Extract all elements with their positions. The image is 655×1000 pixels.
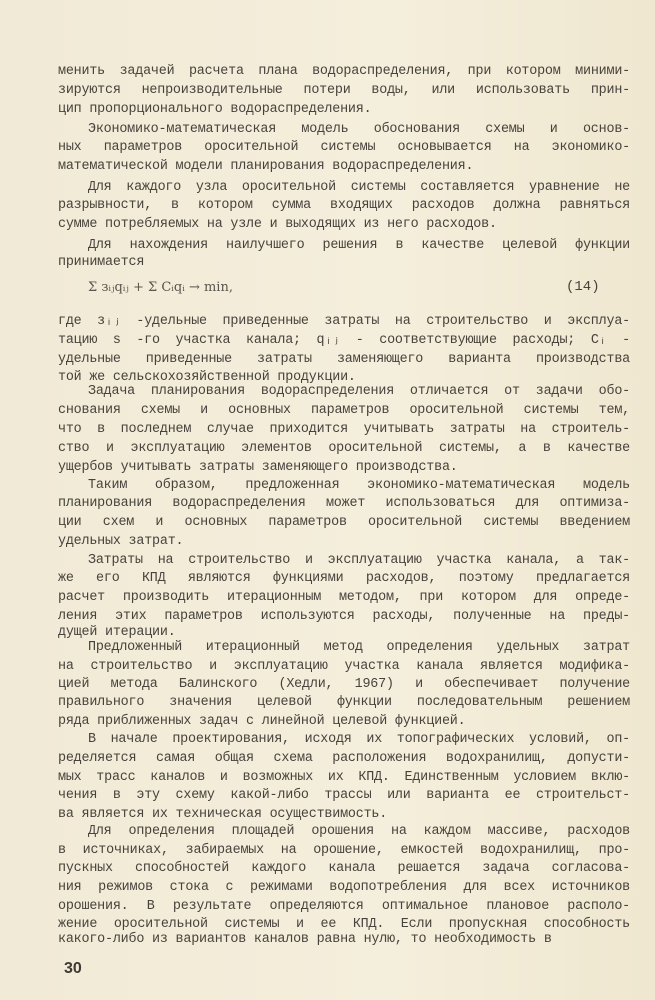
text-line: дущей итерации. — [58, 625, 176, 640]
text-line: ряда приближенных задач с линейной целевой функцией. — [58, 714, 466, 729]
text-line: ва является их техническая осуществимость. — [58, 807, 388, 822]
text-line: ство и эксплуатацию элементов оросительной системы, а в качестве — [58, 441, 630, 456]
text-line: снования схемы и основных параметров оросительной системы тем, — [58, 403, 630, 418]
text-line: менить задачей расчета плана водораспределения, при котором миними- — [58, 64, 630, 79]
text-line: ния режимов стока с режимами водопотребления для всех источников — [58, 880, 630, 895]
text-line: же его КПД являются функциями расходов, поэтому предлагается — [58, 571, 630, 586]
text-line: что в последнем случае приходится учитывать затраты на строитель- — [58, 422, 630, 437]
text-line: ных параметров оросительной системы основывается на экономико- — [58, 140, 630, 155]
text-line: цип пропорционального водораспределения. — [58, 102, 372, 117]
text-line: ции схем и основных параметров оросительной системы введением — [58, 515, 630, 530]
text-line: разрывности, в котором сумма входящих расходов должна равняться — [58, 198, 630, 213]
text-line: ределяется самая общая схема расположения водохранилищ, допусти- — [58, 751, 630, 766]
text-line: жение оросительной системы и ее КПД. Если пропускная способность — [58, 917, 630, 932]
text-line: расчет производить итерационным методом, при котором для опреде- — [58, 590, 630, 605]
text-line: В начале проектирования, исходя их топографических условий, оп- — [88, 732, 630, 747]
text-line: Затраты на строительство и эксплуатацию участка канала, а так- — [88, 553, 630, 568]
text-line: где зᵢⱼ -удельные приведенные затраты на строительство и эксплуа- — [58, 314, 630, 329]
text-line: мых трасс каналов и возможных их КПД. Единственным условием вклю- — [58, 770, 630, 785]
equation-number: (14) — [566, 279, 600, 295]
text-line: Для определения площадей орошения на каждом массиве, расходов — [88, 824, 630, 839]
text-line: удельные приведенные затраты заменяющего варианта производства — [58, 352, 630, 367]
text-line: ущербов учитывать затраты заменяющего производства. — [58, 460, 458, 475]
text-line: Для каждого узла оросительной системы составляется уравнение не — [88, 180, 630, 195]
text-line: сумме потребляемых на узле и выходящих из него расходов. — [58, 217, 497, 232]
objective-function-formula: Σ зᵢⱼqᵢⱼ + Σ Cᵢqᵢ → min, — [88, 280, 233, 295]
text-line: той же сельскохозяйственной продукции. — [58, 370, 356, 385]
text-line: удельных затрат. — [58, 534, 184, 549]
text-line: Для нахождения наилучшего решения в качестве целевой функции — [88, 238, 630, 253]
text-line: цией метода Балинского (Хедли, 1967) и обеспечивает получение — [58, 677, 630, 692]
text-line: какого-либо из вариантов каналов равна нулю, то необходимость в — [58, 932, 552, 947]
text-line: на строительство и эксплуатацию участка канала является модифика- — [58, 659, 630, 674]
text-line: математической модели планирования водораспределения. — [58, 159, 474, 174]
text-line: Предложенный итерационный метод определения удельных затрат — [88, 640, 630, 655]
text-line: Экономико-математическая модель обоснования схемы и основ- — [88, 122, 630, 137]
text-line: Задача планирования водораспределения отличается от задачи обо- — [88, 384, 630, 399]
text-line: правильного значения целевой функции последовательным решением — [58, 695, 630, 710]
text-line: тацию s -го участка канала; qᵢⱼ - соответствующие расходы; Cᵢ - — [58, 333, 630, 348]
text-line: зируются непроизводительные потери воды, или использовать прин- — [58, 83, 630, 98]
text-line: планирования водораспределения может использоваться для оптимиза- — [58, 496, 630, 511]
text-line: пускных способностей каждого канала решается задача согласова- — [58, 861, 630, 876]
text-line: чения в эту схему какой-либо трассы или варианта ее строительст- — [58, 788, 630, 803]
text-line: ления этих параметров используются расходы, полученные на преды- — [58, 609, 630, 624]
page-number: 30 — [64, 960, 82, 977]
text-line: принимается — [58, 255, 145, 270]
text-line: орошения. В результате определяются оптимальное плановое располо- — [58, 899, 630, 914]
text-line: в источниках, забираемых на орошение, емкостей водохранилищ, про- — [58, 843, 630, 858]
text-line: Таким образом, предложенная экономико-математическая модель — [88, 478, 630, 493]
